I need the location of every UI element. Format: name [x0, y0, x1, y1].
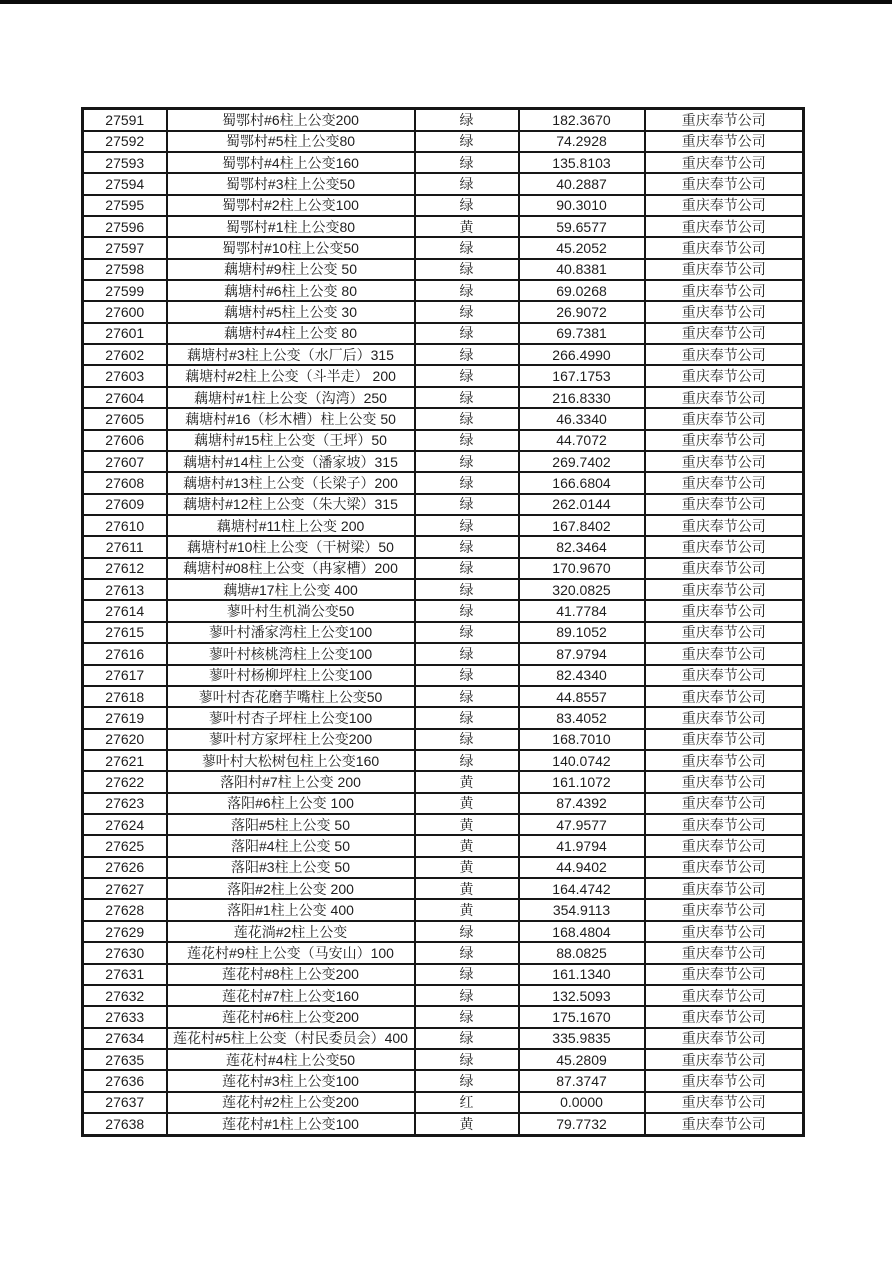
cell-value: 269.7402	[519, 451, 645, 472]
cell-value: 170.9670	[519, 558, 645, 579]
cell-status: 绿	[415, 152, 519, 173]
cell-status: 绿	[415, 985, 519, 1006]
cell-id: 27604	[83, 387, 167, 408]
cell-status: 绿	[415, 472, 519, 493]
cell-name: 藕塘村#10柱上公变（干树梁）50	[167, 536, 415, 557]
cell-company: 重庆奉节公司	[645, 323, 804, 344]
cell-id: 27630	[83, 942, 167, 963]
cell-id: 27591	[83, 109, 167, 131]
cell-company: 重庆奉节公司	[645, 472, 804, 493]
cell-status: 绿	[415, 1028, 519, 1049]
cell-status: 绿	[415, 280, 519, 301]
cell-name: 蜀鄂村#3柱上公变50	[167, 173, 415, 194]
cell-id: 27603	[83, 365, 167, 386]
cell-id: 27607	[83, 451, 167, 472]
cell-id: 27596	[83, 216, 167, 237]
cell-value: 83.4052	[519, 707, 645, 728]
cell-value: 87.4392	[519, 793, 645, 814]
table-row	[83, 451, 804, 472]
cell-status: 黄	[415, 814, 519, 835]
cell-company: 重庆奉节公司	[645, 878, 804, 899]
cell-company: 重庆奉节公司	[645, 1006, 804, 1027]
cell-name: 蓼叶村核桃湾柱上公变100	[167, 643, 415, 664]
cell-company: 重庆奉节公司	[645, 536, 804, 557]
cell-id: 27629	[83, 921, 167, 942]
cell-value: 44.8557	[519, 686, 645, 707]
cell-name: 莲花村#8柱上公变200	[167, 964, 415, 985]
table-row	[83, 1092, 804, 1113]
cell-status: 绿	[415, 515, 519, 536]
cell-company: 重庆奉节公司	[645, 579, 804, 600]
table-row	[83, 579, 804, 600]
cell-status: 绿	[415, 964, 519, 985]
table-row	[83, 216, 804, 237]
table-row	[83, 985, 804, 1006]
cell-id: 27613	[83, 579, 167, 600]
cell-name: 蓼叶村方家坪柱上公变200	[167, 729, 415, 750]
cell-name: 蓼叶村潘家湾柱上公变100	[167, 622, 415, 643]
cell-value: 47.9577	[519, 814, 645, 835]
cell-value: 175.1670	[519, 1006, 645, 1027]
table-row	[83, 387, 804, 408]
cell-value: 41.7784	[519, 600, 645, 621]
cell-status: 黄	[415, 878, 519, 899]
cell-id: 27626	[83, 857, 167, 878]
cell-id: 27627	[83, 878, 167, 899]
table-row	[83, 750, 804, 771]
cell-name: 蓼叶村大松树包柱上公变160	[167, 750, 415, 771]
table-row	[83, 771, 804, 792]
cell-value: 79.7732	[519, 1113, 645, 1135]
table-row	[83, 536, 804, 557]
cell-value: 45.2052	[519, 237, 645, 258]
cell-name: 蜀鄂村#5柱上公变80	[167, 131, 415, 152]
cell-id: 27594	[83, 173, 167, 194]
cell-name: 藕塘村#4柱上公变 80	[167, 323, 415, 344]
cell-name: 藕塘村#08柱上公变（冉家槽）200	[167, 558, 415, 579]
cell-status: 绿	[415, 536, 519, 557]
table-row	[83, 835, 804, 856]
cell-status: 绿	[415, 173, 519, 194]
cell-company: 重庆奉节公司	[645, 259, 804, 280]
cell-id: 27619	[83, 707, 167, 728]
cell-value: 135.8103	[519, 152, 645, 173]
cell-value: 45.2809	[519, 1049, 645, 1070]
table-row	[83, 1006, 804, 1027]
cell-company: 重庆奉节公司	[645, 558, 804, 579]
cell-status: 绿	[415, 707, 519, 728]
table-sheet	[81, 107, 802, 1137]
cell-name: 藕塘村#9柱上公变 50	[167, 259, 415, 280]
cell-company: 重庆奉节公司	[645, 622, 804, 643]
cell-company: 重庆奉节公司	[645, 665, 804, 686]
cell-name: 莲花村#6柱上公变200	[167, 1006, 415, 1027]
cell-status: 绿	[415, 600, 519, 621]
cell-company: 重庆奉节公司	[645, 515, 804, 536]
cell-id: 27621	[83, 750, 167, 771]
cell-id: 27615	[83, 622, 167, 643]
cell-id: 27598	[83, 259, 167, 280]
cell-status: 黄	[415, 857, 519, 878]
cell-name: 蜀鄂村#6柱上公变200	[167, 109, 415, 131]
cell-value: 88.0825	[519, 942, 645, 963]
table-row	[83, 1049, 804, 1070]
cell-status: 绿	[415, 579, 519, 600]
cell-name: 藕塘村#2柱上公变（斗半走） 200	[167, 365, 415, 386]
cell-company: 重庆奉节公司	[645, 600, 804, 621]
table-row	[83, 152, 804, 173]
cell-name: 藕塘村#13柱上公变（长梁子）200	[167, 472, 415, 493]
cell-value: 82.4340	[519, 665, 645, 686]
cell-company: 重庆奉节公司	[645, 365, 804, 386]
cell-name: 莲花村#4柱上公变50	[167, 1049, 415, 1070]
cell-company: 重庆奉节公司	[645, 1049, 804, 1070]
cell-value: 41.9794	[519, 835, 645, 856]
cell-status: 红	[415, 1092, 519, 1113]
cell-value: 69.0268	[519, 280, 645, 301]
cell-status: 黄	[415, 793, 519, 814]
cell-status: 绿	[415, 750, 519, 771]
table-row	[83, 173, 804, 194]
cell-id: 27635	[83, 1049, 167, 1070]
cell-id: 27633	[83, 1006, 167, 1027]
cell-status: 黄	[415, 216, 519, 237]
cell-id: 27622	[83, 771, 167, 792]
cell-status: 绿	[415, 622, 519, 643]
table-row	[83, 344, 804, 365]
cell-value: 335.9835	[519, 1028, 645, 1049]
cell-value: 40.8381	[519, 259, 645, 280]
cell-company: 重庆奉节公司	[645, 451, 804, 472]
table-row	[83, 1028, 804, 1049]
cell-name: 落阳#4柱上公变 50	[167, 835, 415, 856]
cell-company: 重庆奉节公司	[645, 301, 804, 322]
cell-name: 莲花淌#2柱上公变	[167, 921, 415, 942]
table-row	[83, 109, 804, 131]
cell-value: 320.0825	[519, 579, 645, 600]
cell-id: 27624	[83, 814, 167, 835]
cell-name: 莲花村#7柱上公变160	[167, 985, 415, 1006]
table-row	[83, 237, 804, 258]
table-row	[83, 686, 804, 707]
transformer-table	[81, 107, 805, 1137]
cell-value: 167.8402	[519, 515, 645, 536]
table-row	[83, 921, 804, 942]
cell-company: 重庆奉节公司	[645, 494, 804, 515]
cell-value: 167.1753	[519, 365, 645, 386]
cell-id: 27636	[83, 1070, 167, 1091]
table-row	[83, 515, 804, 536]
cell-status: 绿	[415, 558, 519, 579]
cell-value: 182.3670	[519, 109, 645, 131]
cell-company: 重庆奉节公司	[645, 729, 804, 750]
cell-status: 绿	[415, 921, 519, 942]
cell-value: 164.4742	[519, 878, 645, 899]
cell-id: 27611	[83, 536, 167, 557]
cell-name: 蓼叶村杏花磨芋嘴柱上公变50	[167, 686, 415, 707]
cell-id: 27610	[83, 515, 167, 536]
cell-value: 266.4990	[519, 344, 645, 365]
cell-company: 重庆奉节公司	[645, 793, 804, 814]
cell-status: 绿	[415, 387, 519, 408]
table-row	[83, 600, 804, 621]
table-row	[83, 793, 804, 814]
cell-company: 重庆奉节公司	[645, 408, 804, 429]
cell-id: 27638	[83, 1113, 167, 1135]
cell-id: 27637	[83, 1092, 167, 1113]
cell-id: 27614	[83, 600, 167, 621]
cell-value: 87.3747	[519, 1070, 645, 1091]
cell-status: 绿	[415, 494, 519, 515]
table-row	[83, 365, 804, 386]
cell-company: 重庆奉节公司	[645, 131, 804, 152]
cell-name: 蓼叶村生机淌公变50	[167, 600, 415, 621]
cell-company: 重庆奉节公司	[645, 643, 804, 664]
cell-name: 莲花村#5柱上公变（村民委员会）400	[167, 1028, 415, 1049]
cell-company: 重庆奉节公司	[645, 707, 804, 728]
cell-id: 27623	[83, 793, 167, 814]
cell-value: 59.6577	[519, 216, 645, 237]
cell-status: 绿	[415, 1049, 519, 1070]
cell-status: 绿	[415, 430, 519, 451]
table-row	[83, 707, 804, 728]
cell-name: 藕塘村#15柱上公变（王坪）50	[167, 430, 415, 451]
cell-value: 161.1340	[519, 964, 645, 985]
cell-id: 27632	[83, 985, 167, 1006]
cell-status: 绿	[415, 729, 519, 750]
cell-name: 藕塘#17柱上公变 400	[167, 579, 415, 600]
cell-status: 绿	[415, 131, 519, 152]
cell-company: 重庆奉节公司	[645, 430, 804, 451]
table-row	[83, 899, 804, 920]
cell-name: 藕塘村#5柱上公变 30	[167, 301, 415, 322]
cell-id: 27600	[83, 301, 167, 322]
table-row	[83, 558, 804, 579]
cell-value: 40.2887	[519, 173, 645, 194]
table-row	[83, 643, 804, 664]
cell-value: 161.1072	[519, 771, 645, 792]
cell-name: 蓼叶村杨柳坪柱上公变100	[167, 665, 415, 686]
cell-name: 藕塘村#1柱上公变（沟湾）250	[167, 387, 415, 408]
cell-id: 27593	[83, 152, 167, 173]
table-row	[83, 195, 804, 216]
cell-value: 168.4804	[519, 921, 645, 942]
cell-name: 藕塘村#16（杉木槽）柱上公变 50	[167, 408, 415, 429]
cell-status: 绿	[415, 344, 519, 365]
cell-company: 重庆奉节公司	[645, 216, 804, 237]
table-row	[83, 472, 804, 493]
cell-name: 蜀鄂村#4柱上公变160	[167, 152, 415, 173]
cell-id: 27620	[83, 729, 167, 750]
cell-company: 重庆奉节公司	[645, 1028, 804, 1049]
cell-company: 重庆奉节公司	[645, 237, 804, 258]
table-row	[83, 280, 804, 301]
cell-value: 74.2928	[519, 131, 645, 152]
cell-name: 莲花村#1柱上公变100	[167, 1113, 415, 1135]
cell-status: 绿	[415, 942, 519, 963]
cell-company: 重庆奉节公司	[645, 857, 804, 878]
cell-name: 落阳#2柱上公变 200	[167, 878, 415, 899]
cell-status: 绿	[415, 323, 519, 344]
cell-value: 44.7072	[519, 430, 645, 451]
cell-company: 重庆奉节公司	[645, 1070, 804, 1091]
cell-id: 27628	[83, 899, 167, 920]
table-row	[83, 878, 804, 899]
cell-id: 27595	[83, 195, 167, 216]
cell-name: 藕塘村#12柱上公变（朱大梁）315	[167, 494, 415, 515]
cell-company: 重庆奉节公司	[645, 280, 804, 301]
cell-name: 蓼叶村杏子坪柱上公变100	[167, 707, 415, 728]
table-row	[83, 1070, 804, 1091]
table-row	[83, 622, 804, 643]
cell-value: 166.6804	[519, 472, 645, 493]
cell-value: 89.1052	[519, 622, 645, 643]
cell-company: 重庆奉节公司	[645, 1092, 804, 1113]
cell-status: 绿	[415, 451, 519, 472]
table-row	[83, 814, 804, 835]
cell-name: 藕塘村#3柱上公变（水厂后）315	[167, 344, 415, 365]
cell-status: 绿	[415, 259, 519, 280]
cell-id: 27606	[83, 430, 167, 451]
cell-company: 重庆奉节公司	[645, 750, 804, 771]
cell-status: 黄	[415, 1113, 519, 1135]
cell-status: 黄	[415, 899, 519, 920]
cell-value: 26.9072	[519, 301, 645, 322]
cell-value: 132.5093	[519, 985, 645, 1006]
cell-name: 蜀鄂村#1柱上公变80	[167, 216, 415, 237]
cell-value: 168.7010	[519, 729, 645, 750]
cell-value: 216.8330	[519, 387, 645, 408]
cell-id: 27616	[83, 643, 167, 664]
cell-value: 0.0000	[519, 1092, 645, 1113]
cell-name: 落阳村#7柱上公变 200	[167, 771, 415, 792]
cell-status: 绿	[415, 195, 519, 216]
cell-id: 27597	[83, 237, 167, 258]
table-row	[83, 494, 804, 515]
cell-value: 69.7381	[519, 323, 645, 344]
cell-status: 绿	[415, 665, 519, 686]
cell-id: 27617	[83, 665, 167, 686]
cell-value: 262.0144	[519, 494, 645, 515]
cell-status: 黄	[415, 771, 519, 792]
cell-name: 蜀鄂村#10柱上公变50	[167, 237, 415, 258]
cell-id: 27612	[83, 558, 167, 579]
cell-company: 重庆奉节公司	[645, 814, 804, 835]
cell-status: 绿	[415, 237, 519, 258]
cell-name: 落阳#3柱上公变 50	[167, 857, 415, 878]
cell-id: 27602	[83, 344, 167, 365]
cell-status: 绿	[415, 365, 519, 386]
cell-value: 90.3010	[519, 195, 645, 216]
table-row	[83, 301, 804, 322]
cell-status: 黄	[415, 835, 519, 856]
table-row	[83, 430, 804, 451]
table-row	[83, 665, 804, 686]
cell-value: 87.9794	[519, 643, 645, 664]
cell-status: 绿	[415, 643, 519, 664]
cell-name: 藕塘村#6柱上公变 80	[167, 280, 415, 301]
cell-company: 重庆奉节公司	[645, 964, 804, 985]
table-row	[83, 408, 804, 429]
cell-company: 重庆奉节公司	[645, 771, 804, 792]
cell-name: 藕塘村#14柱上公变（潘家坡）315	[167, 451, 415, 472]
cell-status: 绿	[415, 1006, 519, 1027]
cell-status: 绿	[415, 109, 519, 131]
cell-name: 藕塘村#11柱上公变 200	[167, 515, 415, 536]
cell-company: 重庆奉节公司	[645, 985, 804, 1006]
cell-value: 140.0742	[519, 750, 645, 771]
cell-value: 82.3464	[519, 536, 645, 557]
cell-id: 27608	[83, 472, 167, 493]
table-row	[83, 131, 804, 152]
cell-id: 27631	[83, 964, 167, 985]
table-row	[83, 323, 804, 344]
cell-status: 绿	[415, 686, 519, 707]
table-row	[83, 729, 804, 750]
cell-value: 46.3340	[519, 408, 645, 429]
cell-name: 莲花村#2柱上公变200	[167, 1092, 415, 1113]
cell-company: 重庆奉节公司	[645, 109, 804, 131]
cell-company: 重庆奉节公司	[645, 152, 804, 173]
cell-id: 27625	[83, 835, 167, 856]
table-row	[83, 942, 804, 963]
cell-company: 重庆奉节公司	[645, 387, 804, 408]
cell-id: 27605	[83, 408, 167, 429]
cell-company: 重庆奉节公司	[645, 921, 804, 942]
cell-name: 落阳#5柱上公变 50	[167, 814, 415, 835]
cell-id: 27592	[83, 131, 167, 152]
cell-company: 重庆奉节公司	[645, 835, 804, 856]
cell-name: 莲花村#3柱上公变100	[167, 1070, 415, 1091]
cell-id: 27601	[83, 323, 167, 344]
cell-status: 绿	[415, 408, 519, 429]
cell-name: 落阳#6柱上公变 100	[167, 793, 415, 814]
cell-value: 354.9113	[519, 899, 645, 920]
cell-id: 27634	[83, 1028, 167, 1049]
cell-name: 落阳#1柱上公变 400	[167, 899, 415, 920]
table-row	[83, 964, 804, 985]
cell-name: 莲花村#9柱上公变（马安山）100	[167, 942, 415, 963]
cell-company: 重庆奉节公司	[645, 173, 804, 194]
table-row	[83, 857, 804, 878]
cell-id: 27599	[83, 280, 167, 301]
cell-company: 重庆奉节公司	[645, 686, 804, 707]
table-row	[83, 259, 804, 280]
cell-status: 绿	[415, 301, 519, 322]
cell-value: 44.9402	[519, 857, 645, 878]
cell-name: 蜀鄂村#2柱上公变100	[167, 195, 415, 216]
table-row	[83, 1113, 804, 1135]
cell-company: 重庆奉节公司	[645, 1113, 804, 1135]
scan-top-edge	[0, 0, 892, 4]
cell-company: 重庆奉节公司	[645, 942, 804, 963]
cell-status: 绿	[415, 1070, 519, 1091]
cell-id: 27609	[83, 494, 167, 515]
table-body	[83, 109, 804, 1136]
cell-id: 27618	[83, 686, 167, 707]
cell-company: 重庆奉节公司	[645, 899, 804, 920]
cell-company: 重庆奉节公司	[645, 195, 804, 216]
cell-company: 重庆奉节公司	[645, 344, 804, 365]
